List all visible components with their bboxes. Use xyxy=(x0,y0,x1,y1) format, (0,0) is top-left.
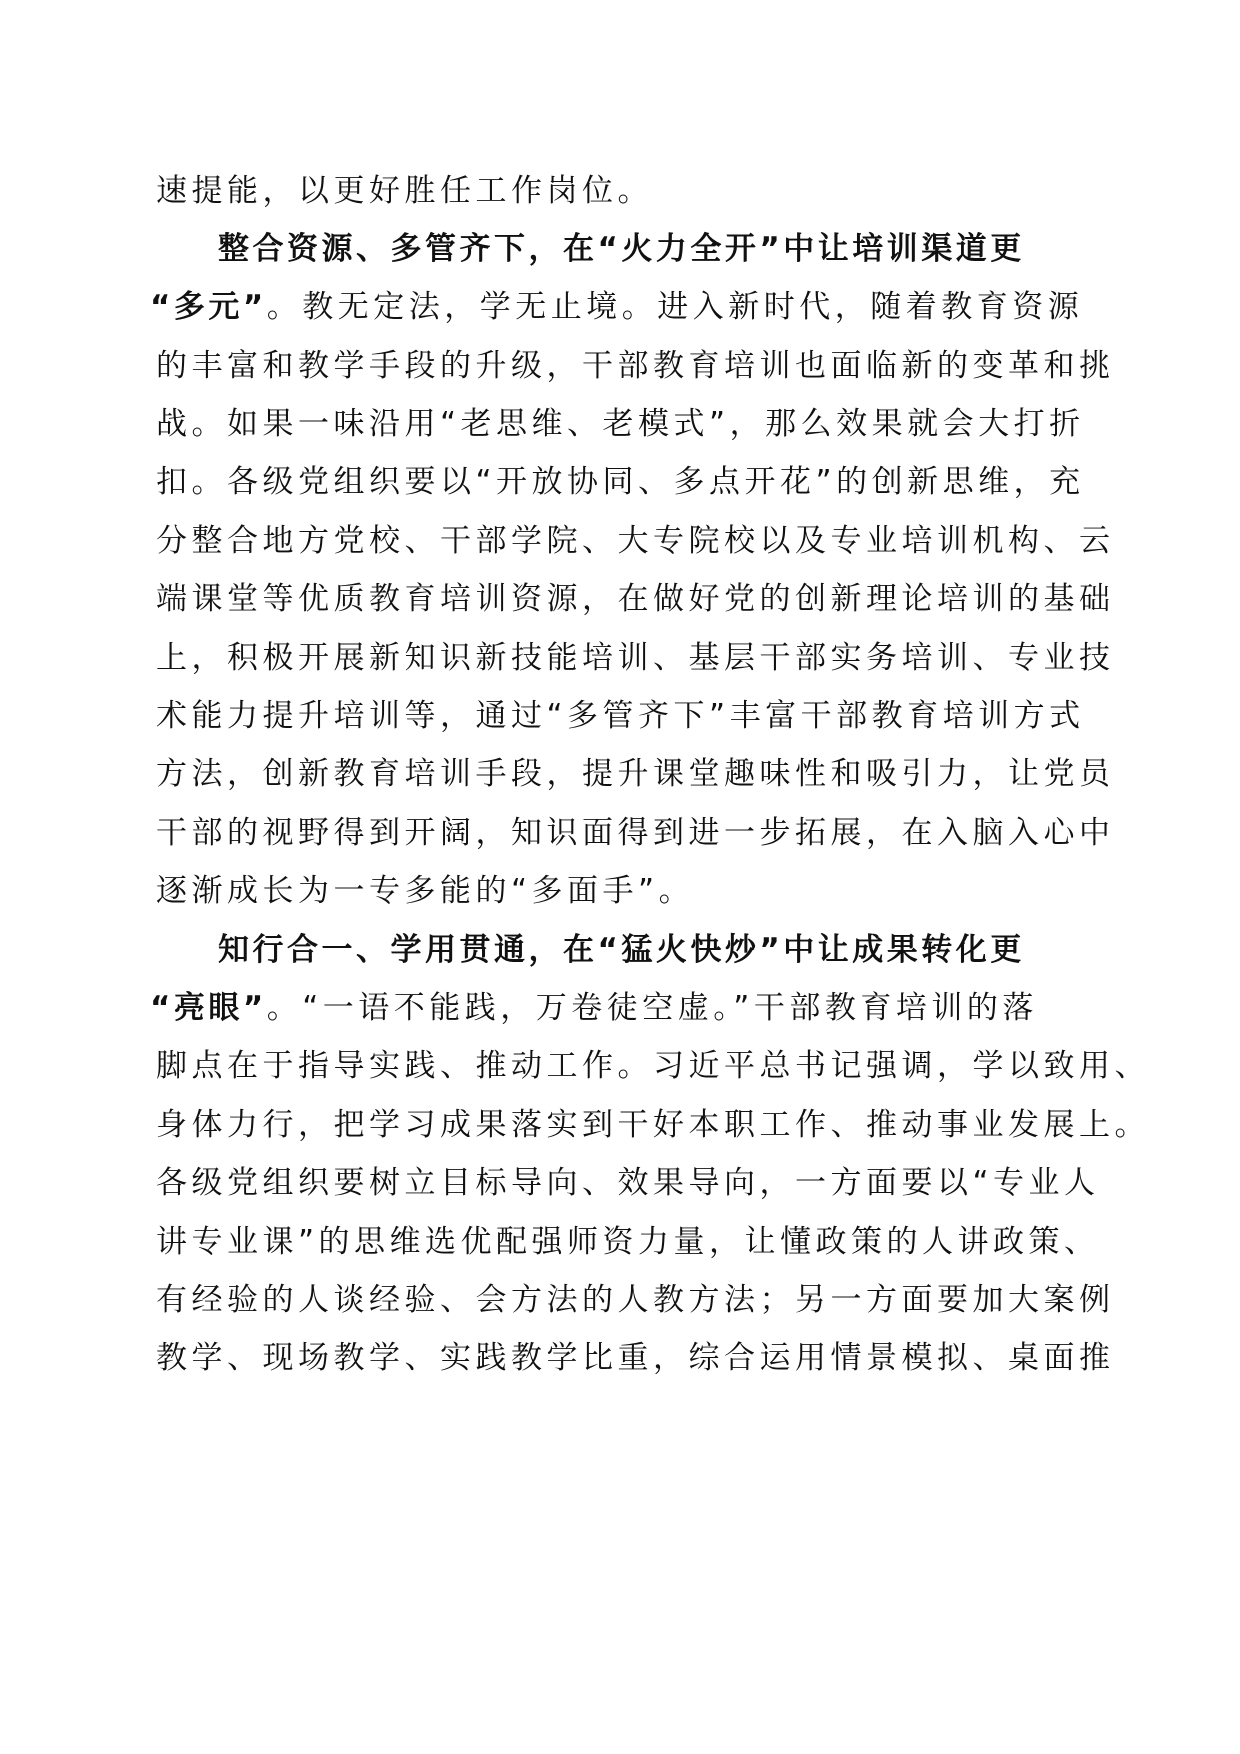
text-line xyxy=(150,975,1038,1041)
text-line: 身体力行，把学习成果落实到干好本职工作、推动事业发展上。 xyxy=(156,1107,1150,1143)
text-line: 术能力提升培训等，通过“多管齐下”丰富干部教育培训方式 xyxy=(156,698,1085,734)
text-line: 教学、现场教学、实践教学比重，综合运用情景模拟、桌面推 xyxy=(156,1340,1115,1376)
text-line: 有经验的人谈经验、会方法的人教方法；另一方面要加大案例 xyxy=(156,1282,1115,1318)
section-heading-line: 知行合一、学用贯通，在“猛火快炒”中让成果转化更 xyxy=(218,932,1025,968)
text-line: 上，积极开展新知识新技能培训、基层干部实务培训、专业技 xyxy=(156,640,1115,676)
section-heading-end: “多元” xyxy=(150,289,267,325)
text-line-rest: 。教无定法，学无止境。进入新时代，随着教育资源 xyxy=(266,289,1084,325)
text-line: 速提能，以更好胜任工作岗位。 xyxy=(156,173,653,209)
text-line xyxy=(150,274,1083,340)
text-line: 脚点在于指导实践、推动工作。习近平总书记强调，学以致用、 xyxy=(156,1048,1150,1084)
text-line-rest: 。“一语不能践，万卷徒空虚。”干部教育培训的落 xyxy=(266,990,1038,1026)
text-line: 的丰富和教学手段的升级，干部教育培训也面临新的变革和挑 xyxy=(156,348,1115,384)
section-heading-line: 整合资源、多管齐下，在“火力全开”中让培训渠道更 xyxy=(218,231,1025,267)
text-line: 战。如果一味沿用“老思维、老模式”，那么效果就会大打折 xyxy=(156,406,1085,442)
text-line: 分整合地方党校、干部学院、大专院校以及专业培训机构、云 xyxy=(156,523,1115,559)
text-line: 各级党组织要树立目标导向、效果导向，一方面要以“专业人 xyxy=(156,1165,1100,1201)
text-line: 逐渐成长为一专多能的“多面手”。 xyxy=(156,873,695,909)
text-line: 讲专业课”的思维选优配强师资力量，让懂政策的人讲政策、 xyxy=(156,1224,1100,1260)
text-line: 端课堂等优质教育培训资源，在做好党的创新理论培训的基础 xyxy=(156,581,1115,617)
text-line: 方法，创新教育培训手段，提升课堂趣味性和吸引力，让党员 xyxy=(156,756,1115,792)
section-heading-end: “亮眼” xyxy=(150,990,267,1026)
text-line: 扣。各级党组织要以“开放协同、多点开花”的创新思维，充 xyxy=(156,464,1085,500)
text-line: 干部的视野得到开阔，知识面得到进一步拓展，在入脑入心中 xyxy=(156,815,1115,851)
